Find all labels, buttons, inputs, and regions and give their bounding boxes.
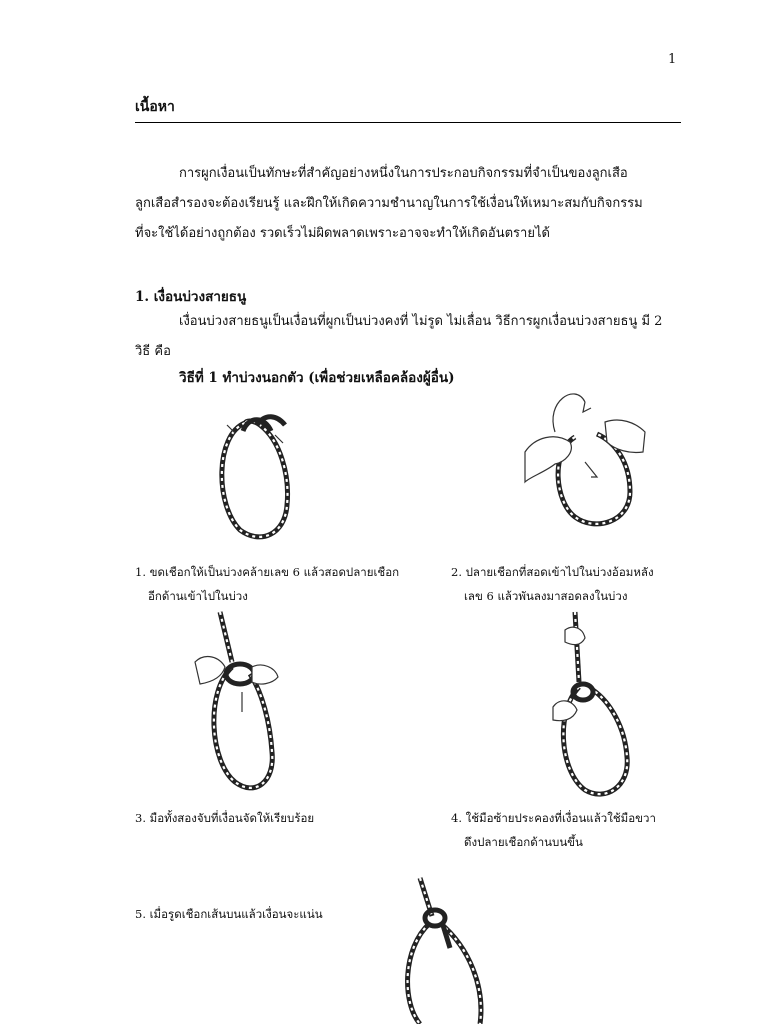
page-heading: เนื้อหา: [135, 99, 175, 115]
section-desc-line-2: วิธี คือ: [135, 344, 171, 359]
heading-divider: [135, 122, 681, 123]
figure-step-1-knot: [205, 395, 315, 545]
section-desc-line-1: เงื่อนบ่วงสายธนูเป็นเงื่อนที่ผูกเป็นบ่วงคงที่ ไม่รูด ไม่เลื่อน วิธีการผูกเงื่อนบ่วงสายธนู มี 2: [179, 314, 663, 329]
section-title: 1. เงื่อนบ่วงสายธนู: [135, 289, 247, 305]
intro-paragraph: [135, 159, 681, 249]
step-3-line-1: 3. มือทั้งสองจับที่เงื่อนจัดให้เรียบร้อย: [135, 811, 315, 825]
step-2-line-1: 2. ปลายเชือกที่สอดเข้าไปในบ่วงอ้อมหลัง: [451, 565, 654, 579]
intro-line-3: ที่จะใช้ได้อย่างถูกต้อง รวดเร็วไม่ผิดพลาดเพราะอาจจะทำให้เกิดอันตรายได้: [135, 226, 550, 241]
section-description: [135, 307, 681, 367]
step-4-caption: [451, 806, 656, 854]
intro-line-1: การผูกเงื่อนเป็นทักษะที่สำคัญอย่างหนึ่งในการประกอบกิจกรรมที่จำเป็นของลูกเสือ: [179, 166, 628, 181]
step-1-line-2: อีกด้านเข้าไปในบ่วง: [148, 589, 248, 603]
step-2-line-2: เลข 6 แล้วพันลงมาสอดลงในบ่วง: [464, 589, 628, 603]
figure-step-4-knot: [545, 612, 645, 802]
figure-step-5-knot: [390, 878, 500, 1024]
step-1-caption: [135, 560, 399, 608]
step-5-line-1: 5. เมื่อรูดเชือกเส้นบนแล้วเงื่อนจะแน่น: [135, 907, 323, 921]
step-3-caption: [135, 806, 314, 830]
figure-step-2-knot: [515, 382, 655, 532]
step-1-line-1: 1. ขดเชือกให้เป็นบ่วงคล้ายเลข 6 แล้วสอดปลายเชือก: [135, 565, 400, 579]
intro-line-2: ลูกเสือสำรองจะต้องเรียนรู้ และฝึกให้เกิดความชำนาญในการใช้เงื่อนให้เหมาะสมกับกิจกรรม: [135, 196, 643, 211]
figure-step-3-knot: [190, 612, 300, 797]
step-4-line-2: ดึงปลายเชือกด้านบนขึ้น: [464, 835, 583, 849]
page-number: 1: [668, 52, 677, 67]
step-2-caption: [451, 560, 654, 608]
method-1-title: วิธีที่ 1 ทำบ่วงนอกตัว (เพื่อช่วยเหลือคล้องผู้อื่น): [179, 370, 455, 386]
step-4-line-1: 4. ใช้มือซ้ายประคองที่เงื่อนแล้วใช้มือขวา: [451, 811, 656, 825]
step-5-caption: [135, 902, 323, 926]
